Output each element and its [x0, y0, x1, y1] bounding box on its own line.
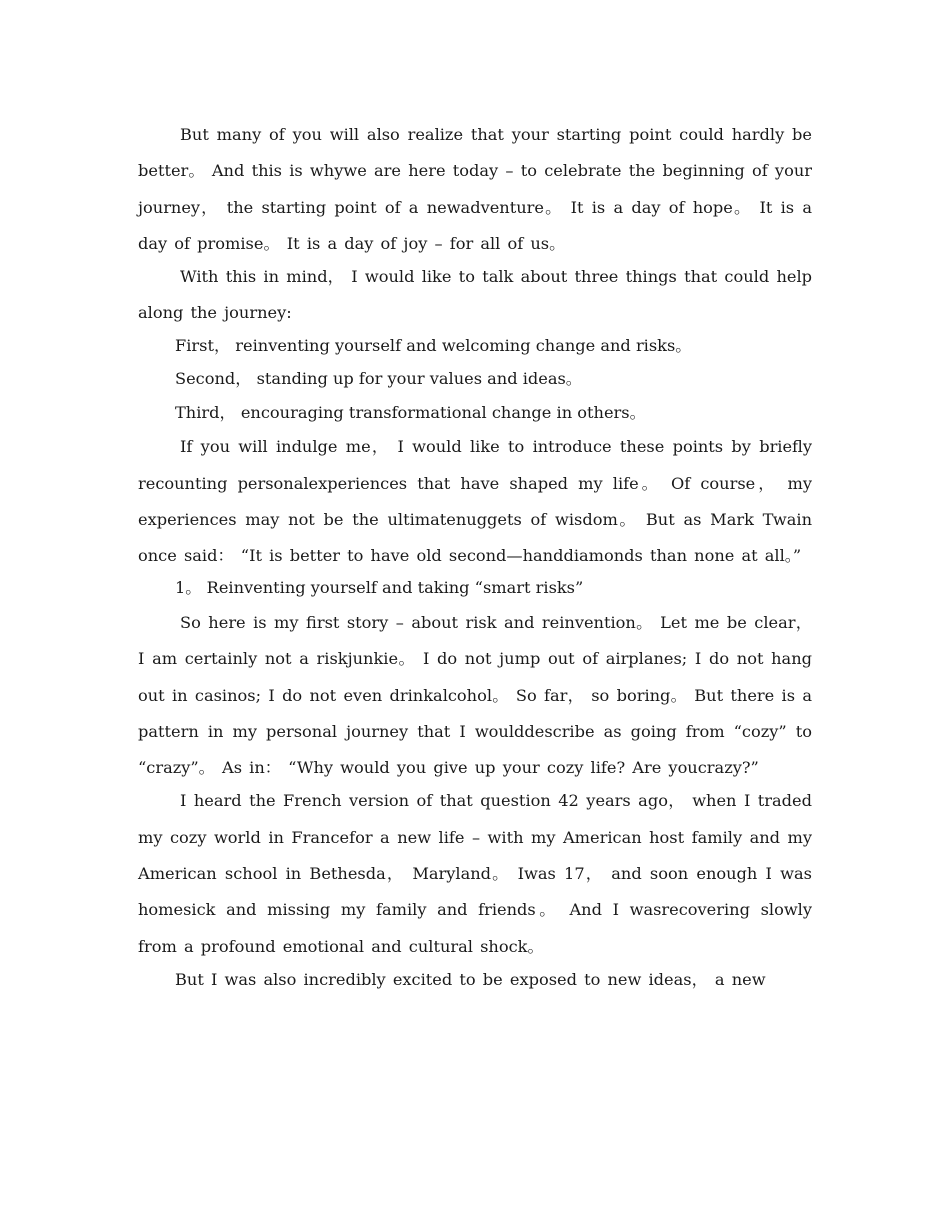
list-item: First， reinventing yourself and welcoming change and risks。 [175, 335, 692, 355]
paragraph: But I was also incredibly excited to be exposed to new ideas， a new [175, 969, 766, 989]
paragraph: If you will indulge me， I would like to introduce these points by briefly recounting personalexperiences that have shaped my life。 Of course， my experiences may not be the ultimatenuggets of wisdom。 But as Mark Twain once said： “It is better to have old second—handdiamonds than none at all。” [138, 437, 812, 566]
list-item: Third， encouraging transformational change in others。 [175, 402, 646, 422]
document-page [138, 117, 812, 995]
paragraph: But many of you will also realize that your starting point could hardly be better。 And this is whywe are here today – to celebrate the beginning of your journey， the starting point of a newadventure。 It is a day of hope。 It is a day of promise。 It is a day of joy – for all of us。 [138, 125, 812, 253]
paragraph: So here is my first story – about risk and reinvention。 Let me be clear， I am certainly not a riskjunkie。 I do not jump out of airplanes; I do not hang out in casinos; I do not even drinkalcohol。 So far， so boring。 But there is a pattern in my personal journey that I woulddescribe as going from “cozy” to “crazy”。 As in： “Why would you give up your cozy life? Are youcrazy?” [138, 612, 812, 778]
paragraph: With this in mind， I would like to talk about three things that could help along the journey: [138, 267, 812, 323]
section-heading: 1。 Reinventing yourself and taking “smart risks” [175, 578, 584, 598]
list-item: Second， standing up for your values and ideas。 [175, 369, 582, 389]
paragraph: I heard the French version of that question 42 years ago， when I traded my cozy world in Francefor a new life – with my American host family and my American school in Bethesda， Maryland。 Iwas 17， and soon enough I was homesick and missing my family and friends。 And I wasrecovering slowly from a profound emotional and cultural shock。 [138, 791, 812, 956]
